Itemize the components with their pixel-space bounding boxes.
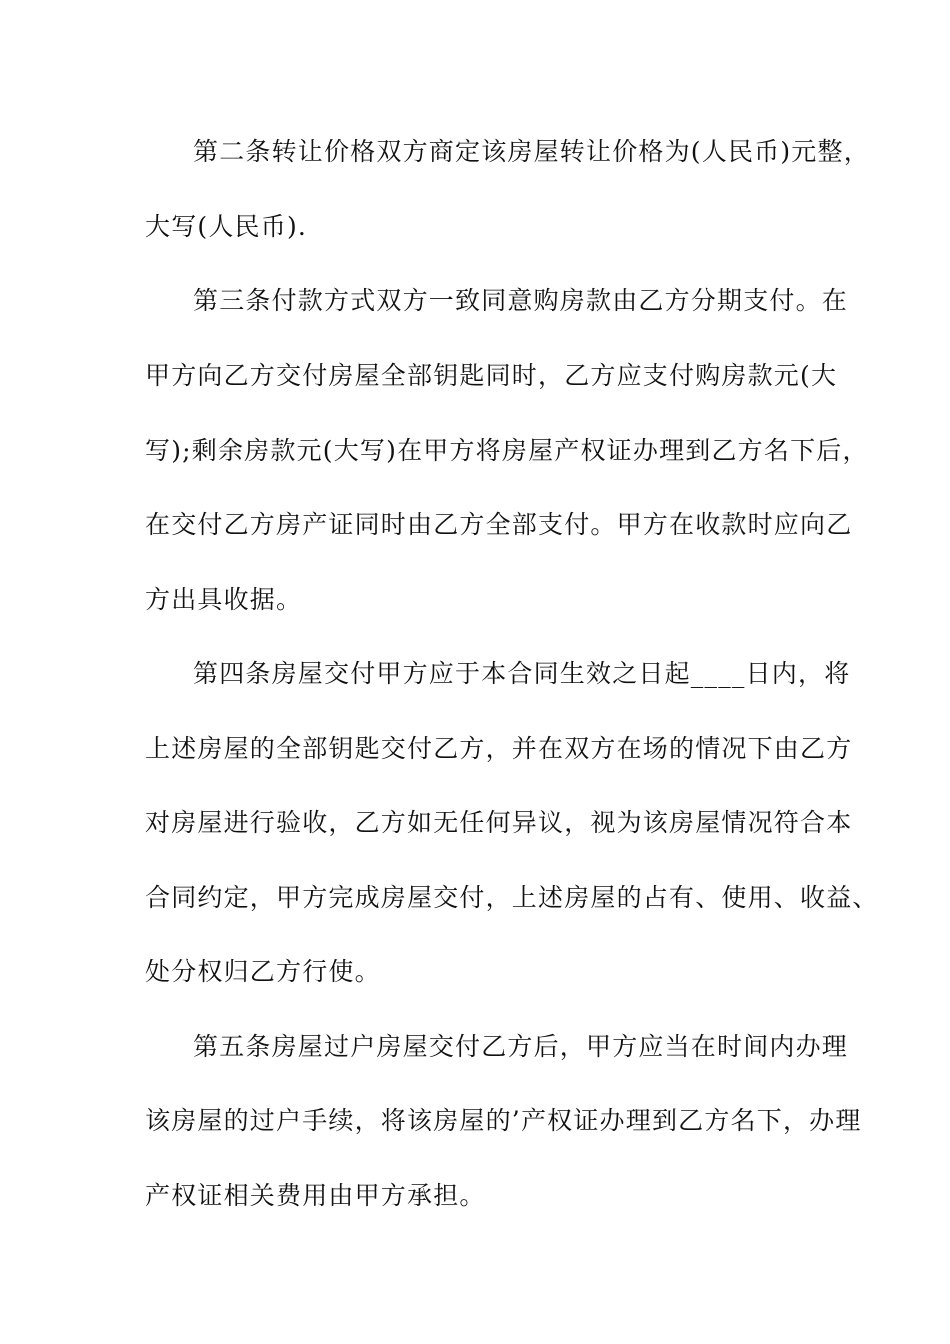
paragraph-line-10: 对房屋进行验收，乙方如无任何异议，视为该房屋情况符合本 xyxy=(145,808,853,837)
paragraph-line-2: 大写(人民币). xyxy=(145,212,308,241)
paragraph-line-11: 合同约定，甲方完成房屋交付，上述房屋的占有、使用、收益、 xyxy=(145,883,879,912)
paragraph-line-13: 第五条房屋过户房屋交付乙方后，甲方应当在时间内办理 xyxy=(193,1032,849,1061)
paragraph-line-14: 该房屋的过户手续，将该房屋的’产权证办理到乙方名下，办理 xyxy=(145,1106,862,1135)
paragraph-line-1: 第二条转让价格双方商定该房屋转让价格为(人民币)元整， xyxy=(193,137,870,166)
paragraph-line-8: 第四条房屋交付甲方应于本合同生效之日起____日内，将 xyxy=(193,659,851,688)
paragraph-line-6: 在交付乙方房产证同时由乙方全部支付。甲方在收款时应向乙 xyxy=(145,510,853,539)
paragraph-line-7: 方出具收据。 xyxy=(145,585,303,614)
paragraph-line-9: 上述房屋的全部钥匙交付乙方，并在双方在场的情况下由乙方 xyxy=(145,734,853,763)
paragraph-line-5: 写);剩余房款元(大写)在甲方将房屋产权证办理到乙方名下后， xyxy=(145,436,869,465)
paragraph-line-3: 第三条付款方式双方一致同意购房款由乙方分期支付。在 xyxy=(193,286,849,315)
paragraph-line-12: 处分权归乙方行使。 xyxy=(145,957,381,986)
paragraph-line-15: 产权证相关费用由甲方承担。 xyxy=(145,1181,486,1210)
paragraph-line-4: 甲方向乙方交付房屋全部钥匙同时，乙方应支付购房款元(大 xyxy=(145,361,838,390)
